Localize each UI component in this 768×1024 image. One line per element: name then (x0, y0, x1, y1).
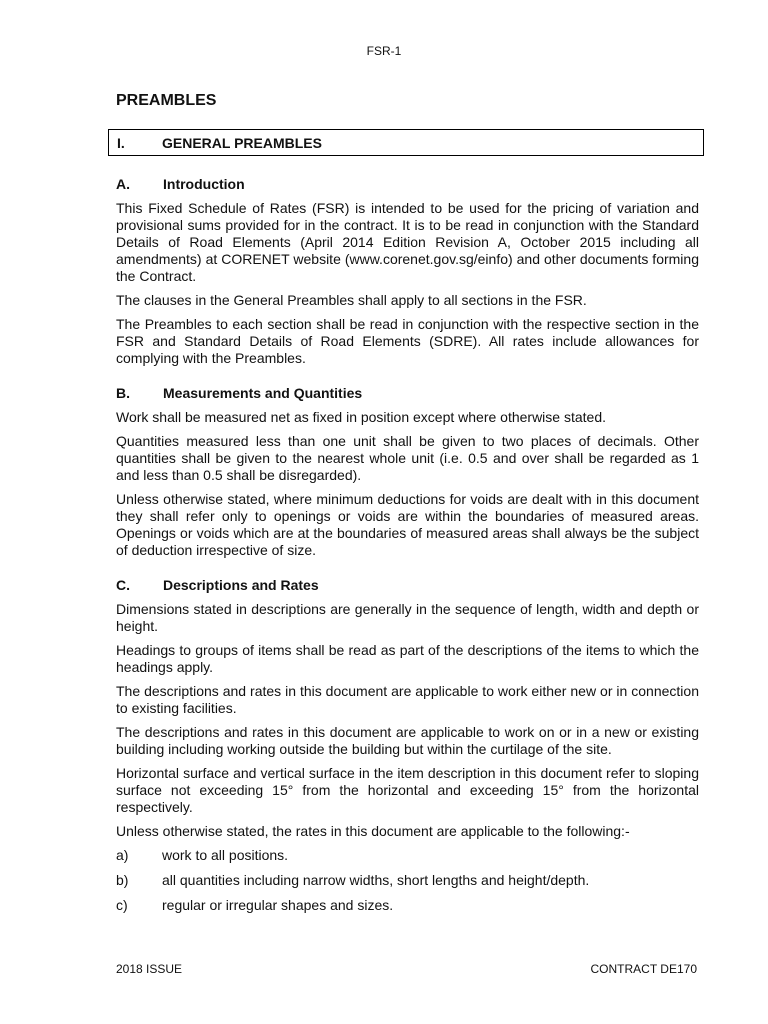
paragraph: Work shall be measured net as fixed in position except where otherwise stated. (116, 409, 606, 425)
subsection-title: Introduction (163, 176, 245, 192)
document-body (116, 176, 699, 922)
paragraph: Dimensions stated in descriptions are generally in the sequence of length, width and depth or height. (116, 601, 699, 634)
section-number: I. (117, 135, 125, 151)
paragraph: Unless otherwise stated, where minimum deductions for voids are dealt with in this document they shall refer only to openings or voids are within the boundaries of measured areas. Openings or voids which are at the boundaries of measured areas shall always be the subject of deduction irrespective of size. (116, 491, 699, 558)
paragraph: Horizontal surface and vertical surface in the item description in this document refer to sloping surface not exceeding 15° from the horizontal and exceeding 15° from the horizontal respectively. (116, 765, 699, 815)
subsection-title: Measurements and Quantities (163, 385, 363, 401)
subsection-heading-descriptions (116, 577, 699, 594)
list-item (116, 872, 699, 889)
footer-issue: 2018 ISSUE (116, 962, 183, 976)
list-item-label: c) (116, 897, 128, 913)
list-item-label: b) (116, 872, 129, 888)
paragraph: Headings to groups of items shall be read as part of the descriptions of the items to which the headings apply. (116, 642, 699, 675)
list-item-text: regular or irregular shapes and sizes. (162, 897, 394, 913)
section-heading-box (108, 129, 704, 156)
subsection-heading-measurements (116, 385, 699, 402)
page-header: FSR-1 (366, 44, 402, 58)
paragraph: The descriptions and rates in this document are applicable to work either new or in connection to existing facilities. (116, 683, 699, 716)
list-item (116, 897, 699, 914)
paragraph: The Preambles to each section shall be read in conjunction with the respective section in the FSR and Standard Details of Road Elements (SDRE). All rates include allowances for complying with the Preambles. (116, 316, 699, 366)
list-item-label: a) (116, 847, 129, 863)
section-title: GENERAL PREAMBLES (162, 135, 322, 151)
document-title: PREAMBLES (116, 92, 217, 109)
paragraph: Quantities measured less than one unit shall be given to two places of decimals. Other quantities shall be given to the nearest whole unit (i.e. 0.5 and over shall be regarded as 1 and less than 0.5 shall be disregarded). (116, 433, 699, 483)
paragraph: The descriptions and rates in this document are applicable to work on or in a new or existing building including working outside the building but within the curtilage of the site. (116, 724, 699, 757)
subsection-letter: C. (116, 577, 130, 593)
subsection-heading-introduction (116, 176, 699, 193)
list-item-text: all quantities including narrow widths, short lengths and height/depth. (162, 872, 590, 888)
subsection-letter: A. (116, 176, 130, 192)
list-item (116, 847, 699, 864)
subsection-letter: B. (116, 385, 130, 401)
footer-contract: CONTRACT DE170 (590, 962, 697, 976)
paragraph: Unless otherwise stated, the rates in this document are applicable to the following:- (116, 823, 630, 839)
paragraph: This Fixed Schedule of Rates (FSR) is intended to be used for the pricing of variation and provisional sums provided for in the contract. It is to be read in conjunction with the Standard Details of Road Elements (April 2014 Edition Revision A, October 2015 including all amendments) at CORENET website (www.corenet.gov.sg/einfo) and other documents forming the Contract. (116, 200, 699, 284)
subsection-title: Descriptions and Rates (163, 577, 319, 593)
paragraph: The clauses in the General Preambles shall apply to all sections in the FSR. (116, 292, 587, 308)
list-item-text: work to all positions. (162, 847, 289, 863)
